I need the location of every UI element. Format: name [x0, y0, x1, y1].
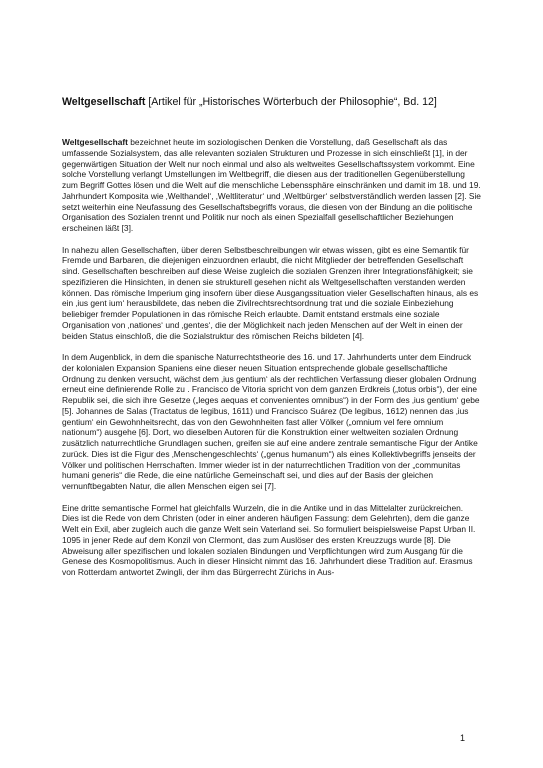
paragraph-1 — [62, 137, 481, 234]
document-body — [62, 137, 481, 589]
paragraph-text: Eine dritte semantische Formel hat gleichfalls Wurzeln, die in die Antike und in das Mittelalter zurückreichen. Dies ist die Rede von dem Christen (oder in einer anderen häufigen Fassung: dem Gelehrten), dem die ganze Welt ein Exil, aber zugleich auch die ganze Welt sein Vaterland sei. So formuliert beispielsweise Papst Urban II. 1095 in jener Rede auf dem Konzil von Clermont, das zum Auslöser des ersten Kreuzzugs wurde [8]. Die Abweisung aller spezifischen und lokalen sozialen Bindungen und Verpflichtungen wird zum Ausgang für die Genese des Kosmopolitismus. Auch in dieser Hinsicht nimmt das 16. Jahrhundert diese Tradition auf. Erasmus von Rotterdam antwortet Zwingli, der ihm das Bürgerrecht Zürichs in Aus- — [62, 502, 476, 577]
paragraph-text: In nahezu allen Gesellschaften, über deren Selbstbeschreibungen wir etwas wissen, gibt es eine Semantik für Fremde und Barbaren, die diejenigen einzuordnen erlaubt, die nicht Mitglieder der betreffenden Gesellschaft sind. Gesellschaften beschreiben auf diese Weise zugleich die sozialen Grenzen ihrer Integrationsfähigkeit; sie spezifizieren die Hinsichten, in denen sie strukturell gesehen nicht als Weltgesellschaften verstanden werden können. Das römische Imperium ging insofern über diese Ausgangssituation vieler Gesellschaften hinaus, als es ein ‚ius gent ium‘ herausbildete, das neben die Zivilrechtsrechtsordnung trat und die soziale Einbeziehung beliebiger fremder Populationen in das römische Reich erlaubte. Damit entstand erstmals eine soziale Organisation von ‚nationes‘ und ‚gentes‘, die der Möglichkeit nach jeden Menschen auf der Welt in einen der beiden Status einschloß, die die Sozialstruktur des römischen Reichs bildeten [4]. — [62, 244, 479, 341]
paragraph-text: bezeichnet heute im soziologischen Denken die Vorstellung, daß Gesellschaft als das umfassende Sozialsystem, das alle relevanten sozialen Strukturen und Prozesse in sich einschließt [1], in der gegenwärtigen Situation der Welt nur noch einmal und also als weltweites Gesellschaftssystem vorkommt. Eine solche Vorstellung verlangt Umstellungen im Weltbegriff, die diesen aus der traditionellen Gegenüberstellung zum Begriff Gottes lösen und die Welt auf die menschliche Lebenssphäre einschränken und damit im 18. und 19. Jahrhundert Komposita wie ‚Welthandel‘, ‚Weltliteratur‘ und ‚Weltbürger‘ selbstverständlich werden lassen [2]. Sie setzt weiterhin eine Neufassung des Gesellschaftsbegriffs voraus, die diesen von der Bindung an die politische Organisation des Sozialen trennt und Politik nur noch als einen Spezialfall gesellschaftlicher Beziehungen erscheinen läßt [3]. — [62, 137, 481, 233]
paragraph-4 — [62, 503, 481, 578]
heading-rest: [Artikel für „Historisches Wörterbuch der Philosophie“, Bd. 12] — [145, 96, 437, 108]
paragraph-3 — [62, 352, 481, 492]
heading-term: Weltgesellschaft — [62, 96, 146, 108]
paragraph-lead-term: Weltgesellschaft — [62, 137, 128, 147]
document-heading — [62, 96, 482, 109]
page-number: 1 — [460, 733, 466, 743]
paragraph-2 — [62, 245, 481, 342]
paragraph-text: In dem Augenblick, in dem die spanische Naturrechtstheorie des 16. und 17. Jahrhunderts unter dem Eindruck der kolonialen Expansion Spaniens eine dieser neuen Situation entsprechende globale gesellschaftliche Ordnung zu denken versucht, wächst dem ‚ius gentium‘ als der rechtlichen Verfassung dieser globalen Ordnung erneut eine definierende Rolle zu . Francisco de Vitoria spricht von dem ganzen Erdkreis („totus orbis“), der eine Republik sei, die sich ihre Gesetze („leges aequas et convenientes omnibus“) in der Form des ‚ius gentium‘ gebe [5]. Johannes de Salas (Tractatus de legibus, 1611) und Francisco Suárez (De legibus, 1612) nennen das ‚ius gentium‘ ein Gewohnheitsrecht, das von den Gewohnheiten fast aller Völker („omnium vel fere omnium nationum“) ausgehe [6]. Dort, wo dieselben Autoren für die Konstruktion einer weltweiten sozialen Ordnung zusätzlich naturrechtliche Grundlagen suchen, greifen sie auf eine andere zentrale semantische Figur der Antike zurück. Dies ist die Figur des ‚Menschengeschlechts‘ („genus humanum“) als eines Kollektivbegriffs jenseits der Völker und politischen Herrschaften. Immer wieder ist in der naturrechtlichen Tradition von der „communitas humani generis“ die Rede, die eine natürliche Gemeinschaft sei, und dies auf der Basis der gleichen vernunftbegabten Natur, die allen Menschen eigen sei [7]. — [62, 352, 480, 491]
